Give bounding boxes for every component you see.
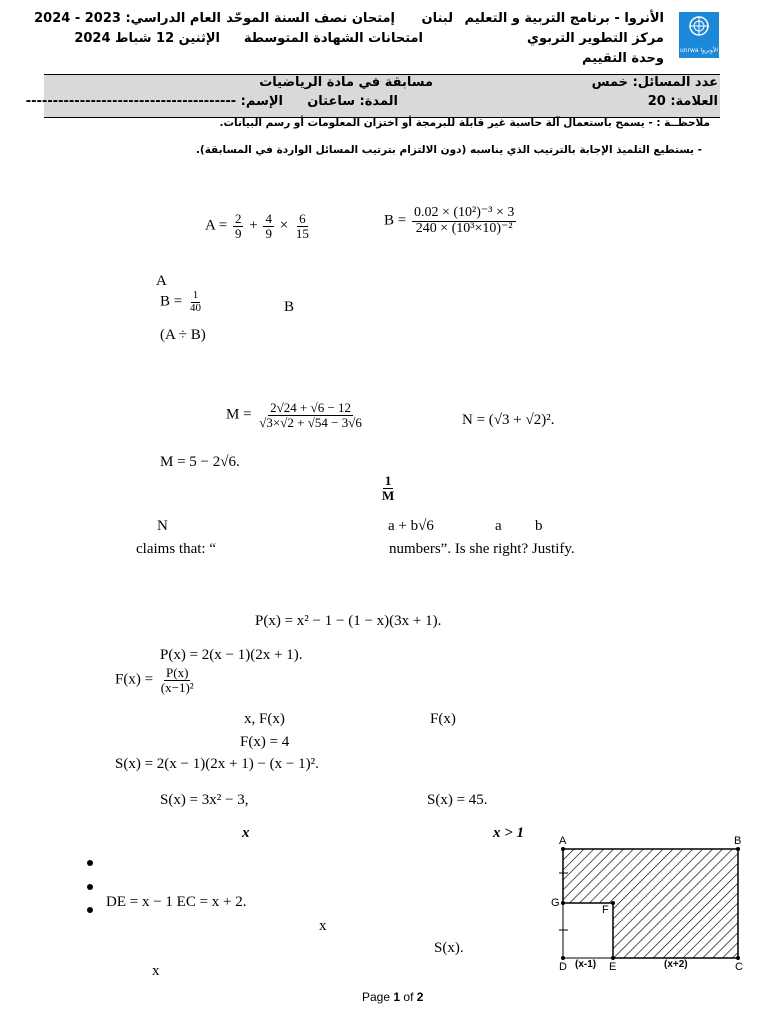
subject-title: مسابقة في مادة الرياضيات	[259, 75, 433, 90]
vertex-F	[611, 901, 615, 905]
exam-date: الإثنين 12 شباط 2024	[74, 31, 220, 46]
note-order: - يستطيع التلميذ الإجابة بالترتيب الذي يناسبه (دون الالتزام بترتيب المسائل الواردة في المسابقة).	[195, 144, 702, 156]
vertex-D	[561, 956, 565, 960]
letter-a: a	[495, 518, 502, 534]
ratio-A-div-B: (A ÷ B)	[160, 327, 206, 343]
x-greater-1: x > 1	[493, 825, 525, 841]
B-value: B = $\frac{1}{40}$	[160, 289, 201, 314]
S-simplified: S(x) = 3x² − 3,	[160, 792, 249, 808]
variable-x: x	[242, 825, 250, 841]
letter-B: B	[284, 299, 295, 315]
page-number: Page 1 of 2	[362, 990, 424, 1004]
bullet-2	[87, 877, 93, 895]
N-expression: N = (√3 + √2)².	[462, 412, 555, 428]
S-reference: S(x).	[434, 940, 464, 956]
F-of-x: F(x)	[430, 711, 456, 727]
B-expression: B = $\frac{\text{0.02 × (10²)⁻³ × 3}}{\text{240 × (10³×10)⁻²}}$	[384, 205, 515, 236]
academic-year: العام الدراسي: 2023 - 2024	[34, 11, 221, 26]
agency-name: الأنروا - برنامج التربية و التعليم	[464, 11, 664, 26]
geometry-figure	[550, 833, 755, 973]
F-equals-4: F(x) = 4	[240, 734, 290, 750]
vertex-G	[561, 901, 565, 905]
dim-DE: (x-1)	[575, 959, 597, 970]
label-E: E	[609, 961, 617, 973]
problems-count: عدد المسائل: خمس	[591, 75, 718, 90]
exam-title: إمتحان نصف السنة الموحّد	[226, 11, 395, 26]
letter-A: A	[156, 273, 167, 289]
S-definition: S(x) = 2(x − 1)(2x + 1) − (x − 1)².	[115, 756, 319, 772]
label-G: G	[551, 897, 560, 909]
vertex-E	[611, 956, 615, 960]
F-definition: F(x) = $\frac{P(x)}{\text{(x−1)²}}$	[115, 665, 194, 695]
logo-text: unrwa الأونروا	[679, 47, 719, 54]
exam-duration: المدة: ساعتان	[307, 94, 398, 109]
frac-4-9: $\frac{4}{9}$	[265, 211, 272, 241]
student-name-field[interactable]: الإسم: ---------------------------------------	[25, 94, 283, 109]
M-fraction: $\frac{2√24 + √6 - 12}{√3\times√2 + √54 - 3√6}$	[259, 400, 362, 430]
x-and-F: x, F(x)	[244, 711, 285, 727]
DE-EC-lengths: DE = x − 1 EC = x + 2.	[106, 894, 247, 910]
inverse-M: $\frac{1}{M}$	[382, 473, 395, 503]
claim-left: claims that: “	[136, 541, 216, 557]
total-score: العلامة: 20	[647, 94, 718, 109]
P-factored: P(x) = 2(x − 1)(2x + 1).	[160, 647, 303, 663]
un-emblem-icon	[679, 12, 719, 42]
letter-b: b	[535, 518, 543, 534]
label-F: F	[602, 904, 609, 916]
F-fraction: $\frac{P(x)}{\text{(x−1)²}}$	[160, 665, 194, 695]
B-fraction: $\frac{\text{0.02 × (10²)⁻³ × 3}}{\text{240 × (10³×10)⁻²}}$	[413, 205, 515, 236]
claim-right: numbers”. Is she right? Justify.	[389, 541, 575, 557]
dim-EC: (x+2)	[664, 959, 688, 970]
exam-subtitle: امتحانات الشهادة المتوسطة	[243, 31, 423, 46]
unit-name: وحدة التقييم	[582, 51, 664, 66]
label-B: B	[734, 835, 742, 847]
label-D: D	[559, 961, 567, 973]
letter-N: N	[157, 518, 168, 534]
label-C: C	[735, 961, 743, 973]
vertex-B	[736, 847, 740, 851]
P-definition: P(x) = x² − 1 − (1 − x)(3x + 1).	[255, 613, 442, 629]
frac-6-15: $\frac{6}{15}$	[295, 211, 309, 241]
unrwa-logo	[679, 12, 719, 58]
variable-x-low: x	[152, 963, 160, 979]
vertex-C	[736, 956, 740, 960]
S-equals-45: S(x) = 45.	[427, 792, 488, 808]
bullet-1	[87, 853, 93, 871]
frac-2-9: $\frac{2}{9}$	[234, 211, 242, 241]
country-name: لبنان	[421, 11, 453, 26]
note-calculator: ملاحظــة : - يسمح باستعمال آلة حاسبة غير قابلة للبرمجة أو اختزان المعلومات أو رسم البيانات.	[219, 117, 710, 129]
form-a-b-root6: a + b√6	[388, 518, 434, 534]
frac-1-40: $\frac{1}{40}$	[189, 289, 201, 314]
bullet-3	[87, 900, 93, 918]
A-expression: A = $\frac{2}{9}$ + $\frac{4}{9}$ × $\frac{6}{15}$	[205, 211, 309, 241]
hatched-region	[563, 849, 738, 958]
variable-x-mid: x	[319, 918, 327, 934]
M-result: M = 5 − 2√6.	[160, 454, 240, 470]
vertex-A	[561, 847, 565, 851]
label-A: A	[559, 835, 567, 847]
M-expression: M = $\frac{2√24 + √6 - 12}{√3\times√2 + √54 - 3√6}$	[226, 400, 362, 430]
center-name: مركز التطوير التربوي	[527, 31, 664, 46]
